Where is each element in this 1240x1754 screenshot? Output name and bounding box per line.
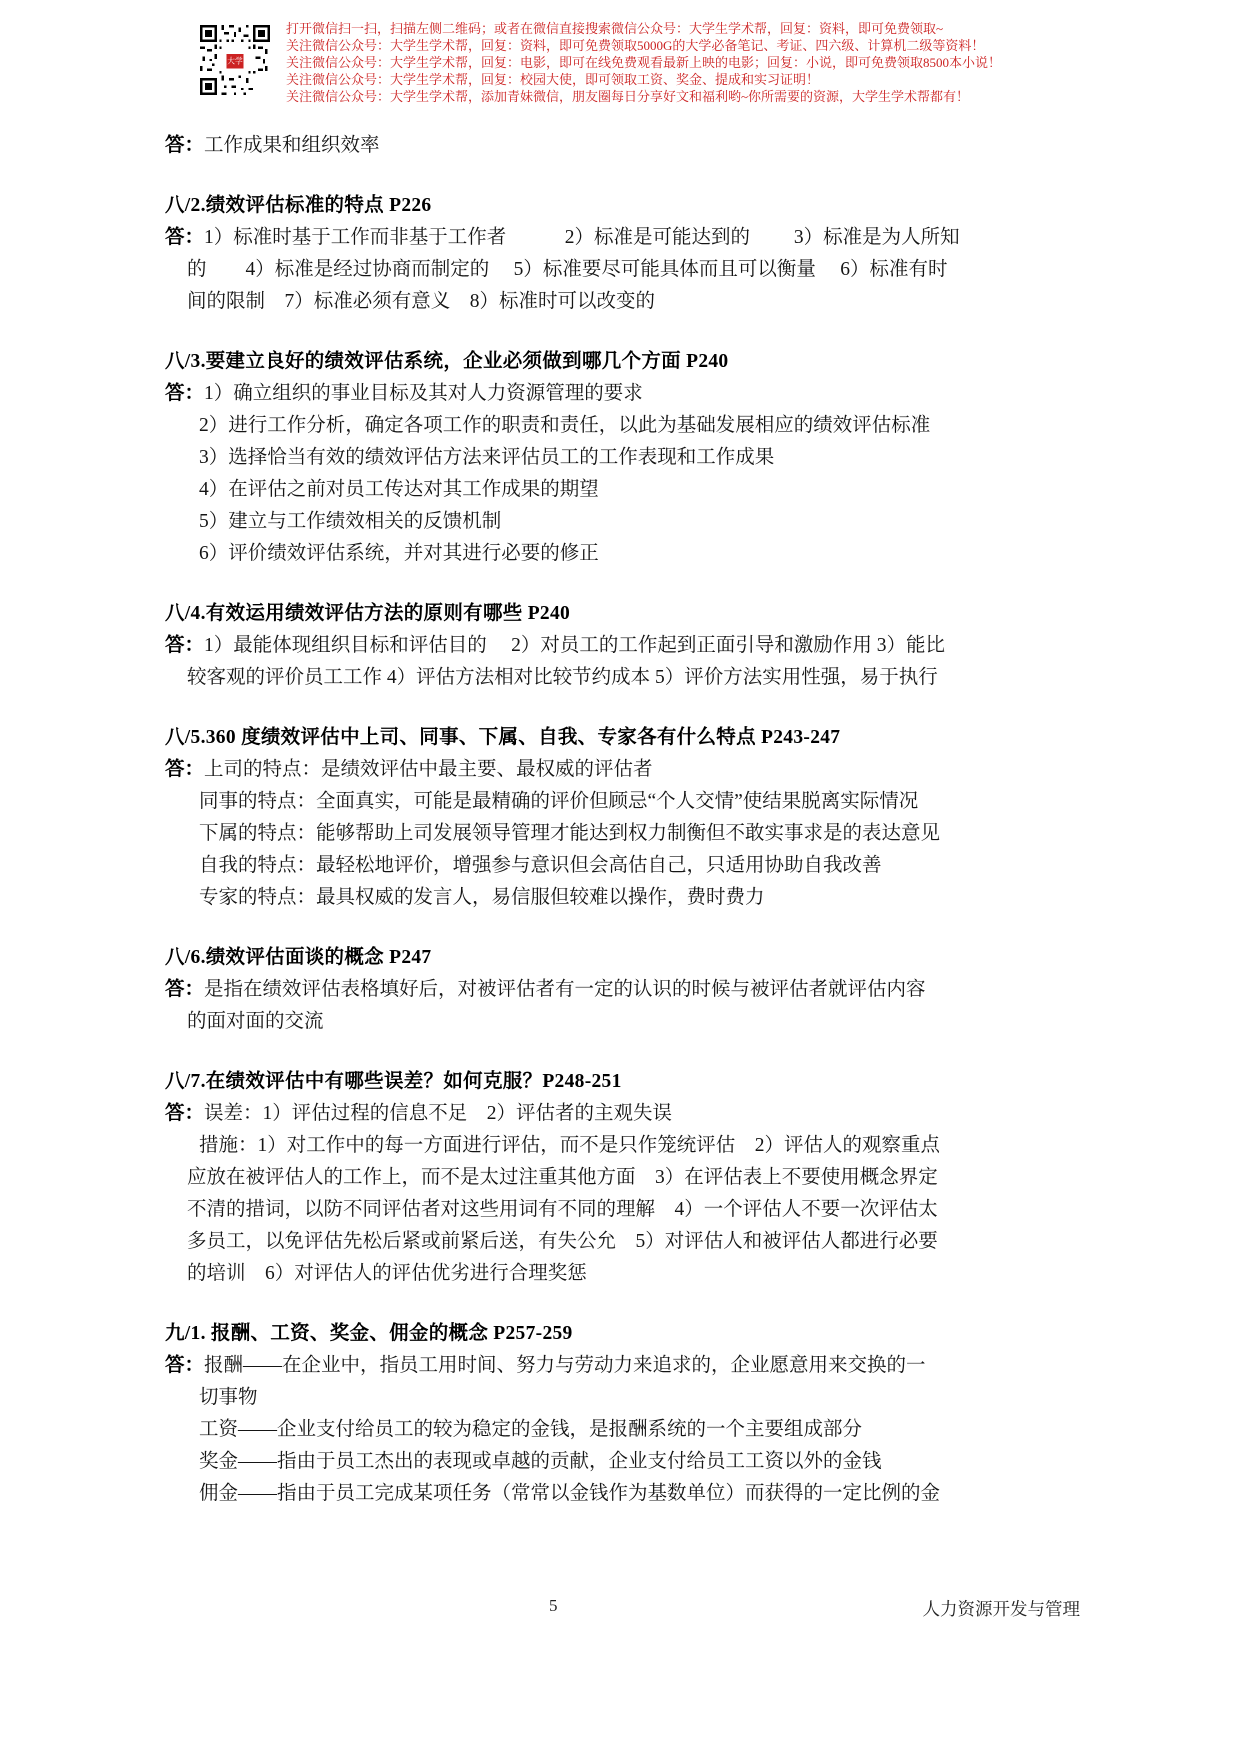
section-heading xyxy=(165,722,1083,754)
text-line xyxy=(165,1258,1083,1290)
text-line xyxy=(165,130,1083,162)
answer-prefix: 答： xyxy=(165,979,205,1000)
answer-prefix: 答： xyxy=(165,1355,205,1376)
text-line xyxy=(165,222,1083,254)
text-line xyxy=(165,538,1083,570)
line-text: 九/1. 报酬、工资、奖金、佣金的概念 P257-259 xyxy=(165,1323,573,1344)
line-text: 1）标准时基于工作而非基于工作者 2）标准是可能达到的 3）标准是为人所知 xyxy=(204,227,960,248)
qr-center-label: 大学 xyxy=(227,56,243,66)
line-text: 工作成果和组织效率 xyxy=(204,135,380,156)
line-text: 奖金——指由于员工杰出的表现或卓越的贡献，企业支付给员工工资以外的金钱 xyxy=(199,1451,882,1472)
line-text: 八/2.绩效评估标准的特点 P226 xyxy=(165,195,432,216)
text-line xyxy=(165,286,1083,318)
line-text: 上司的特点：是绩效评估中最主要、最权威的评估者 xyxy=(204,759,653,780)
section-heading xyxy=(165,598,1083,630)
section-heading xyxy=(165,1066,1083,1098)
line-text: 2）进行工作分析，确定各项工作的职责和责任，以此为基础发展相应的绩效评估标准 xyxy=(199,415,931,436)
line-text: 的面对面的交流 xyxy=(187,1011,324,1032)
line-text: 多员工，以免评估先松后紧或前紧后送，有失公允 5）对评估人和被评估人都进行必要 xyxy=(187,1231,938,1252)
line-text: 6）评价绩效评估系统，并对其进行必要的修正 xyxy=(199,543,599,564)
text-line xyxy=(165,630,1083,662)
section-heading xyxy=(165,942,1083,974)
answer-prefix: 答： xyxy=(165,135,205,156)
line-text: 的培训 6）对评估人的评估优劣进行合理奖惩 xyxy=(187,1263,587,1284)
answer-prefix: 答： xyxy=(165,635,205,656)
text-line xyxy=(165,786,1083,818)
ad-line: 关注微信公众号：大学生学术帮，回复：校园大使，即可领取工资、奖金、提成和实习证明！ xyxy=(286,72,820,87)
text-line xyxy=(165,1006,1083,1038)
line-text: 佣金——指由于员工完成某项任务（常常以金钱作为基数单位）而获得的一定比例的金 xyxy=(199,1483,941,1504)
line-text: 应放在被评估人的工作上，而不是太过注重其他方面 3）在评估表上不要使用概念界定 xyxy=(187,1167,938,1188)
text-line xyxy=(165,1194,1083,1226)
line-text: 工资——企业支付给员工的较为稳定的金钱，是报酬系统的一个主要组成部分 xyxy=(199,1419,863,1440)
line-text: 措施：1）对工作中的每一方面进行评估，而不是只作笼统评估 2）评估人的观察重点 xyxy=(199,1135,941,1156)
section-heading xyxy=(165,1318,1083,1350)
line-text: 自我的特点：最轻松地评价，增强参与意识但会高估自己，只适用协助自我改善 xyxy=(199,855,882,876)
document-body xyxy=(165,130,1083,1510)
text-line xyxy=(165,974,1083,1006)
text-line xyxy=(165,1478,1083,1510)
text-line xyxy=(165,882,1083,914)
ad-line: 打开微信扫一扫，扫描左侧二维码；或者在微信直接搜索微信公众号：大学生学术帮，回复：资料，即可免费领取~ xyxy=(286,21,944,36)
qr-code-icon xyxy=(200,16,270,104)
text-line xyxy=(165,818,1083,850)
text-line xyxy=(165,410,1083,442)
line-text: 间的限制 7）标准必须有意义 8）标准时可以改变的 xyxy=(187,291,656,312)
answer-prefix: 答： xyxy=(165,1103,205,1124)
section-heading xyxy=(165,346,1083,378)
text-line xyxy=(165,662,1083,694)
header-ad-lines xyxy=(286,16,1001,105)
line-text: 5）建立与工作绩效相关的反馈机制 xyxy=(199,511,502,532)
section-heading xyxy=(165,190,1083,222)
line-text: 下属的特点：能够帮助上司发展领导管理才能达到权力制衡但不敢实事求是的表达意见 xyxy=(199,823,941,844)
answer-prefix: 答： xyxy=(165,759,205,780)
text-line xyxy=(165,1382,1083,1414)
line-text: 报酬——在企业中，指员工用时间、努力与劳动力来追求的，企业愿意用来交换的一 xyxy=(204,1355,926,1376)
line-text: 专家的特点：最具权威的发言人，易信服但较难以操作，费时费力 xyxy=(199,887,765,908)
line-text: 误差：1）评估过程的信息不足 2）评估者的主观失误 xyxy=(204,1103,673,1124)
text-line xyxy=(165,474,1083,506)
text-line xyxy=(165,1350,1083,1382)
line-text: 切事物 xyxy=(199,1387,258,1408)
text-line xyxy=(165,1162,1083,1194)
text-line xyxy=(165,754,1083,786)
answer-prefix: 答： xyxy=(165,383,205,404)
page-number: 5 xyxy=(549,1596,558,1615)
line-text: 八/4.有效运用绩效评估方法的原则有哪些 P240 xyxy=(165,603,571,624)
line-text: 八/5.360 度绩效评估中上司、同事、下属、自我、专家各有什么特点 P243-247 xyxy=(165,727,841,748)
line-text: 较客观的评价员工工作 4）评估方法相对比较节约成本 5）评价方法实用性强，易于执行 xyxy=(187,667,938,688)
text-line xyxy=(165,1098,1083,1130)
text-line xyxy=(165,442,1083,474)
text-line xyxy=(165,1130,1083,1162)
ad-line: 关注微信公众号：大学生学术帮，回复：电影，即可在线免费观看最新上映的电影；回复：小说，即可免费领取8500本小说！ xyxy=(286,55,1002,70)
line-text: 4）在评估之前对员工传达对其工作成果的期望 xyxy=(199,479,599,500)
ad-line: 关注微信公众号：大学生学术帮，添加青妹微信，朋友圈每日分享好文和福利哟~你所需要的资源，大学生学术帮都有！ xyxy=(286,89,970,104)
line-text: 不清的措词，以防不同评估者对这些用词有不同的理解 4）一个评估人不要一次评估太 xyxy=(187,1199,938,1220)
book-title: 人力资源开发与管理 xyxy=(922,1599,1080,1619)
line-text: 1）最能体现组织目标和评估目的 2）对员工的工作起到正面引导和激励作用 3）能比 xyxy=(204,635,946,656)
line-text: 同事的特点：全面真实，可能是最精确的评价但顾忌“个人交情”使结果脱离实际情况 xyxy=(199,791,919,812)
line-text: 八/6.绩效评估面谈的概念 P247 xyxy=(165,947,432,968)
ad-line: 关注微信公众号：大学生学术帮，回复：资料，即可免费领取5000G的大学必备笔记、考证、四六级、计算机二级等资料！ xyxy=(286,38,985,53)
text-line xyxy=(165,506,1083,538)
line-text: 3）选择恰当有效的绩效评估方法来评估员工的工作表现和工作成果 xyxy=(199,447,775,468)
answer-prefix: 答： xyxy=(165,227,205,248)
line-text: 是指在绩效评估表格填好后，对被评估者有一定的认识的时候与被评估者就评估内容 xyxy=(204,979,926,1000)
text-line xyxy=(165,1226,1083,1258)
text-line xyxy=(165,850,1083,882)
text-line xyxy=(165,1446,1083,1478)
line-text: 八/3.要建立良好的绩效评估系统，企业必须做到哪几个方面 P240 xyxy=(165,351,729,372)
line-text: 1）确立组织的事业目标及其对人力资源管理的要求 xyxy=(204,383,643,404)
line-text: 八/7.在绩效评估中有哪些误差？如何克服？P248-251 xyxy=(165,1071,622,1092)
text-line xyxy=(165,254,1083,286)
text-line xyxy=(165,1414,1083,1446)
header xyxy=(200,16,1060,105)
line-text: 的 4）标准是经过协商而制定的 5）标准要尽可能具体而且可以衡量 6）标准有时 xyxy=(187,259,948,280)
text-line xyxy=(165,378,1083,410)
